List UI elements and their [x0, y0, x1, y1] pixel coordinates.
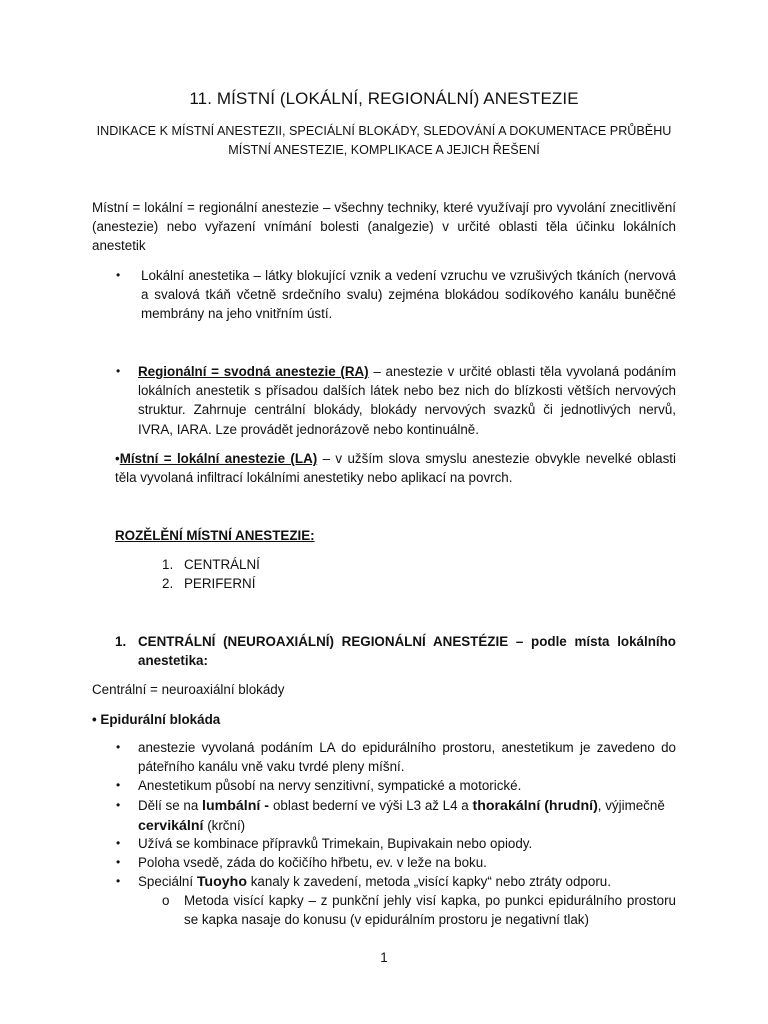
epidural-item-1: anestezie vyvolaná podáním LA do epidurálního prostoru, anestetikum je zavedeno do páteřního kanálu vně vaku tvrdé pleny míšní. [138, 740, 676, 775]
epidural-item-2: Anestetikum působí na nervy senzitivní, sympatické a motorické. [138, 778, 522, 793]
central-heading: CENTRÁLNÍ (NEUROAXIÁLNÍ) REGIONÁLNÍ ANESTÉZIE – podle místa lokálního anestetika: [138, 634, 676, 669]
epidural-item-4: Užívá se kombinace přípravků Trimekain, Bupivakain nebo opiody. [138, 836, 533, 851]
bullet-marker: • [116, 798, 121, 812]
regional-text: – anestezie v určité oblasti těla vyvolaná podáním lokálních anestetik s přísadou dalších látek nebo bez nich do blízkosti větších nervových struktur. Zahrnuje centrální blokády, blokády nervových svazků či jednotlivých nervů, IVRA, IARA. Lze provádět jednorázově nebo kontinuálně. [138, 364, 676, 437]
local-term: Místní = lokální anestezie (LA) [119, 451, 318, 466]
epidural-item-6: Speciální Tuoyho kanaly k zavedení, metoda „visící kapky“ nebo ztráty odporu. [138, 874, 611, 890]
bullet-local-anesthetics-text: Lokální anestetika – látky blokující vznik a vedení vzruchu ve vzrušivých tkáních (nervová a svalová tkáň včetně srdečního svalu) zejména blokádou sodíkového kanálu buněčné membrány na jeho vnitřním ústí. [141, 268, 676, 322]
bullet-marker: • [115, 451, 120, 466]
bullet-marker: • [116, 855, 121, 869]
central-heading-number: 1. [115, 634, 127, 649]
list-item [162, 555, 260, 574]
epidural-item-5: Poloha vsedě, záda do kočičího hřbetu, ev. v leže na boku. [138, 855, 487, 870]
epidural-item-3: Dělí se na lumbální - oblast bederní ve výši L3 až L4 a thorakální (hrudní), výjimečně cervikální (krční) [138, 798, 665, 835]
bullet-marker: • [116, 268, 121, 282]
local-text: – v užším slova smyslu anestezie obvykle nevelké oblasti těla vyvolaná infiltrací lokálními anestetiky nebo aplikací na povrch. [115, 451, 676, 486]
intro-paragraph [92, 198, 676, 256]
document-subtitle: INDIKACE K MÍSTNÍ ANESTEZII, SPECIÁLNÍ BLOKÁDY, SLEDOVÁNÍ A DOKUMENTACE PRŮBĚHU MÍSTNÍ ANESTEZIE, KOMPLIKACE A JEJICH ŘEŠENÍ [96, 124, 672, 157]
bullet-marker: • [116, 874, 121, 888]
list-item [162, 574, 256, 593]
list-item-label: PERIFERNÍ [184, 576, 256, 591]
bullet-marker: • [116, 836, 121, 850]
document-title: 11. MÍSTNÍ (LOKÁLNÍ, REGIONÁLNÍ) ANESTEZIE [189, 89, 579, 108]
page-number: 1 [380, 950, 388, 965]
bullet-local-anesthetics [141, 266, 676, 324]
regional-term: Regionální = svodná anestezie (RA) [138, 364, 369, 379]
epidural-heading: • Epidurální blokáda [92, 712, 221, 727]
list-item-label: CENTRÁLNÍ [184, 557, 260, 572]
section-heading-division: ROZĚLĚNÍ MÍSTNÍ ANESTEZIE: [115, 528, 315, 543]
bullet-marker: • [116, 740, 121, 754]
sub-bullet-marker: o [162, 893, 170, 908]
bullet-marker: • [116, 778, 121, 792]
bullet-marker: • [116, 364, 121, 378]
list-item-number: 2. [162, 576, 174, 591]
bullet-regional-anesthesia [138, 362, 676, 439]
epidural-subitem-hanging-drop: Metoda visící kapky – z punkční jehly visí kapka, po punkci epidurálního prostoru se kapka nasaje do konusu (v epidurálním prostoru je negativní tlak) [184, 893, 676, 928]
central-definition: Centrální = neuroaxiální blokády [92, 682, 285, 697]
bullet-local-anesthesia [115, 449, 676, 487]
list-item-number: 1. [162, 557, 174, 572]
intro-text: Místní = lokální = regionální anestezie – všechny techniky, které využívají pro vyvolání znecitlivění (anestezie) nebo vyřazení vnímání bolesti (analgezie) v určité oblasti těla účinku lokálních anestetik [92, 200, 676, 254]
